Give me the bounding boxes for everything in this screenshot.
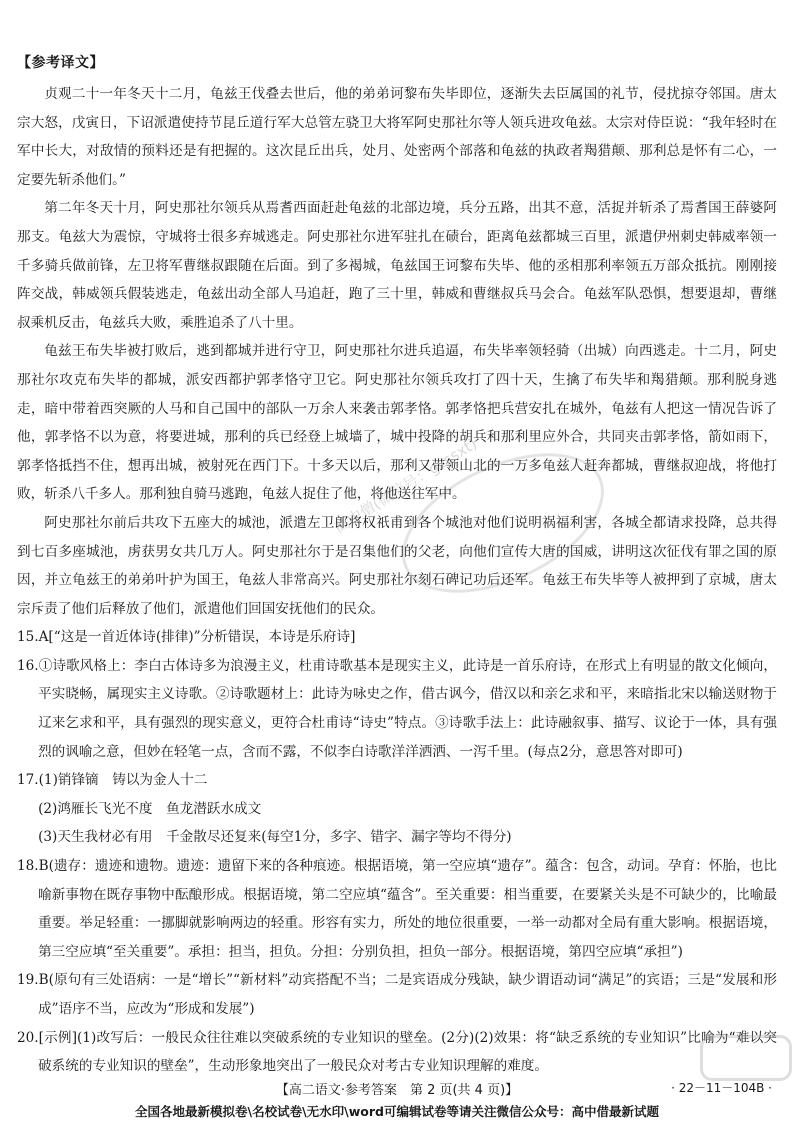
translation-paragraph-1: 贞观二十一年冬天十二月，龟兹王伐叠去世后，他的弟弟诃黎布失毕即位，逐渐失去臣属国的礼节，侵扰掠夺邻国。唐太宗大怒，戊寅日，下诏派遣使持节昆丘道行军大总管左骁卫大将军阿史那社尔等人领兵进攻龟兹。太宗对侍臣说：“我年轻时在军中长大，对敌情的预料还是有把握的。这次昆丘出兵，处月、处密两个部落和龟兹的执政者羯猎颠、那利总是怀有二心，一定要先斩杀他们。” — [17, 86, 777, 188]
footer-page-info: 【高二语文·参考答案 第 2 页(共 4 页)】 — [275, 1083, 519, 1098]
watermark-logo — [700, 1035, 792, 1081]
translation-paragraph-2: 第二年冬天十月，阿史那社尔领兵从焉耆西面赶赴龟兹的北部边境，兵分五路，出其不意，活捉并斩杀了焉耆国王薛婆阿那支。龟兹大为震惊，守城将士很多弃城逃走。阿史那社尔进军驻扎在碛台，距离龟兹都城三百里，派遣伊州刺史韩威率领一千多骑兵做前锋，左卫将军曹继叔跟随在后面。到了多褐城，龟兹国王诃黎布失毕、他的丞相那利率领五万部众抵抗。刚刚接阵交战，韩威领兵假装逃走，龟兹出动全部人马追赶，跑了三十里，韩威和曹继叔兵马会合。龟兹军队恐惧，想要退却，曹继叔乘机反击，龟兹兵大败，乘胜追杀了八十里。 — [17, 200, 777, 331]
document-body — [17, 80, 777, 1081]
watermark-text: 高中僧(微信号：gzssxt) — [331, 434, 481, 537]
answer-16: 16.①诗歌风格上：李白古体诗多为浪漫主义，杜甫诗歌基本是现实主义，此诗是一首乐府诗，在形式上有明显的散文化倾向，平实晓畅，属现实主义诗歌。②诗歌题材上：此诗为咏史之作，借古讽今，借汉以和亲乞求和平，来暗指北宋以输送财物于辽来乞求和平，具有强烈的现实意义，更符合杜甫诗“诗史”特点。③诗歌手法上：此诗融叙事、描写、议论于一体，具有强烈的讽喻之意，但妙在轻笔一点，含而不露，不似李白诗歌洋洋洒洒、一泻千里。(每点2分，意思答对即可) — [17, 657, 777, 760]
answer-18: 18.B(遗存：遗迹和遗物。遗迹：遗留下来的各种痕迹。根据语境，第一空应填“遗存”。蕴含：包含，动词。孕育：怀胎，也比喻新事物在既存事物中酝酿形成。根据语境，第二空应填“蕴含”。至关重要：相当重要，在要紧关头是不可缺少的，比喻最重要。举足轻重：一挪脚就影响两边的轻重。形容有实力，所处的地位很重要，一举一动都对全局有重大影响。根据语境，第三空应填“至关重要”。承担：担当，担负。分担：分别负担，担负一部分。根据语境，第四空应填“承担”) — [17, 858, 777, 960]
answer-19: 19.B(原句有三处语病：一是“增长”“新材料”动宾搭配不当；二是宾语成分残缺，缺少谓语动词“满足”的宾语；三是“发展和形成”语序不当，应改为“形成和发展”) — [17, 972, 777, 1017]
answer-17-1: 17.(1)销锋镝 铸以为金人十二 — [17, 772, 208, 789]
translation-paragraph-4: 阿史那社尔前后共攻下五座大的城池，派遣左卫郎将权祇甫到各个城池对他们说明祸福利害，各城全都请求投降，总共得到七百多座城池，虏获男女共几万人。阿史那社尔于是召集他们的父老，向他们宣传大唐的国威，讲明这次征伐有罪之国的原因，并立龟兹王的弟弟叶护为国王，龟兹人非常高兴。阿史那社尔刻石碑记功后还军。龟兹王布失毕等人被押到了京城，唐太宗斥责了他们后释放了他们，派遣他们回国安抚他们的民众。 — [17, 514, 777, 617]
answer-17-2: (2)鸿雁长飞光不度 鱼龙潜跃水成文 — [38, 800, 262, 817]
page-footer — [0, 1079, 794, 1099]
section-title: 【参考译文】 — [17, 55, 104, 71]
promo-notice: 全国各地最新模拟卷\名校试卷\无水印\word可编辑试卷等请关注微信公众号：高中借最新试题 — [135, 1104, 659, 1119]
translation-paragraph-3: 龟兹王布失毕被打败后，逃到都城并进行守卫，阿史那社尔进兵追逼，布失毕率领轻骑（出城）向西逃走。十二月，阿史那社尔攻克布失毕的都城，派安西都护郭孝恪守卫它。阿史那社尔领兵攻打了四十天，生擒了布失毕和羯猎颠。那利脱身逃走，暗中带着西突厥的人马和自己国中的部队一万余人来袭击郭孝恪。郭孝恪把兵营安扎在城外，龟兹有人把这一情况告诉了他，郭孝恪不以为意，将要进城，那利的兵已经登上城墙了，城中投降的胡兵和那利里应外合，共同夹击郭孝恪，箭如雨下，郭孝恪抵挡不住，想再出城，被射死在西门下。十多天以后，那利又带领山北的一万多龟兹人赶奔都城，曹继叔迎战，将他打败，斩杀八千多人。那利独自骑马逃跑，龟兹人捉住了他，将他送往军中。 — [17, 343, 777, 503]
answer-20: 20.[示例](1)改写后：一般民众往往难以突破系统的专业知识的壁垒。(2分)(2)效果：将“缺乏系统的专业知识”比喻为“难以突破系统的专业知识的壁垒”，生动形象地突出了一般民众对考古专业知识理解的难度。 — [17, 1029, 777, 1075]
answer-17-3: (3)天生我材必有用 千金散尽还复来(每空1分，多字、错字、漏字等均不得分) — [38, 829, 512, 846]
answer-15: 15.A[“这是一首近体诗(排律)”分析错误，本诗是乐府诗] — [17, 629, 356, 646]
footer-exam-code: · 22－11－104B · — [671, 1081, 772, 1095]
